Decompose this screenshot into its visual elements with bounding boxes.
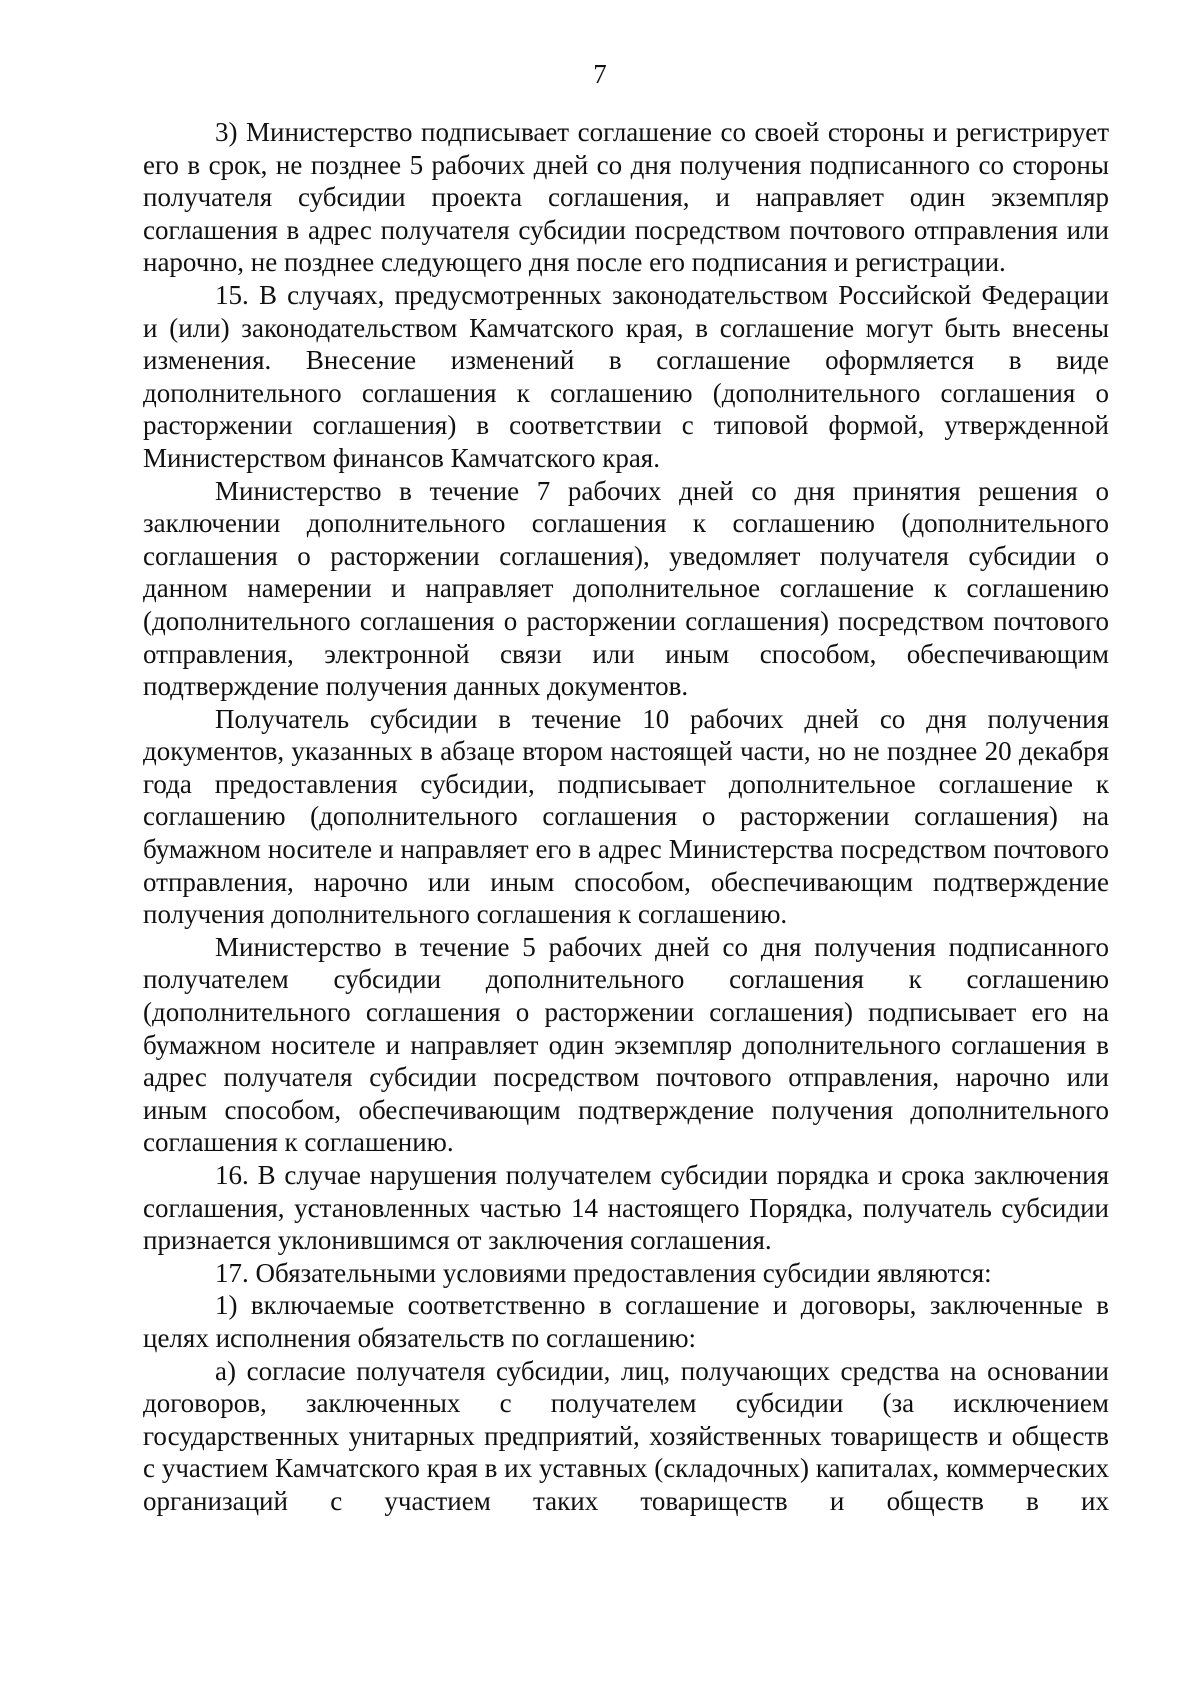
paragraph-condition-a: а) согласие получателя субсидии, лиц, получающих средства на основании договоров, заключенных с получателем субсидии (за исключением государственных унитарных предприятий, хозяйственных товариществ и обществ с участием Камчатского края в их уставных (складочных) капиталах, коммерческих организаций с участием таких товариществ и обществ в их [143,1355,1109,1516]
paragraph-section-16: 16. В случае нарушения получателем субсидии порядка и срока заключения соглашения, установленных частью 14 настоящего Порядка, получатель субсидии признается уклонившимся от заключения соглашения. [143,1160,1109,1256]
paragraph-item-3: 3) Министерство подписывает соглашение со своей стороны и регистрирует его в срок, не позднее 5 рабочих дней со дня получения подписанного со стороны получателя субсидии проекта соглашения, и направляет один экземпляр соглашения в адрес получателя субсидии посредством почтового отправления или нарочно, не позднее следующего дня после его подписания и регистрации. [143,117,1109,278]
paragraph-notification: Министерство в течение 7 рабочих дней со дня принятия решения о заключении дополнительного соглашения к соглашению (дополнительного соглашения о расторжении соглашения), уведомляет получателя субсидии о данном намерении и направляет дополнительное соглашение к соглашению (дополнительного соглашения о расторжении соглашения) посредством почтового отправления, электронной связи или иным способом, обеспечивающим подтверждение получения данных документов. [143,475,1109,702]
paragraph-section-15: 15. В случаях, предусмотренных законодательством Российской Федерации и (или) законодательством Камчатского края, в соглашение могут быть внесены изменения. Внесение изменений в соглашение оформляется в виде дополнительного соглашения к соглашению (дополнительного соглашения о расторжении соглашения) в соответствии с типовой формой, утвержденной Министерством финансов Камчатского края. [143,279,1109,473]
document-body [143,116,1109,1518]
paragraph-section-17: 17. Обязательными условиями предоставления субсидии являются: [215,1257,992,1288]
paragraph-ministry-signing: Министерство в течение 5 рабочих дней со дня получения подписанного получателем субсидии дополнительного соглашения к соглашению (дополнительного соглашения о расторжении соглашения) подписывает его на бумажном носителе и направляет один экземпляр дополнительного соглашения в адрес получателя субсидии посредством почтового отправления, нарочно или иным способом, обеспечивающим подтверждение получения дополнительного соглашения к соглашению. [143,931,1109,1158]
page-number: 7 [593,59,607,89]
paragraph-condition-1: 1) включаемые соответственно в соглашение и договоры, заключенные в целях исполнения обязательств по соглашению: [143,1290,1109,1353]
paragraph-recipient-signing: Получатель субсидии в течение 10 рабочих дней со дня получения документов, указанных в абзаце втором настоящей части, но не позднее 20 декабря года предоставления субсидии, подписывает дополнительное соглашение к соглашению (дополнительного соглашения о расторжении соглашения) на бумажном носителе и направляет его в адрес Министерства посредством почтового отправления, нарочно или иным способом, обеспечивающим подтверждение получения дополнительного соглашения к соглашению. [143,703,1109,930]
